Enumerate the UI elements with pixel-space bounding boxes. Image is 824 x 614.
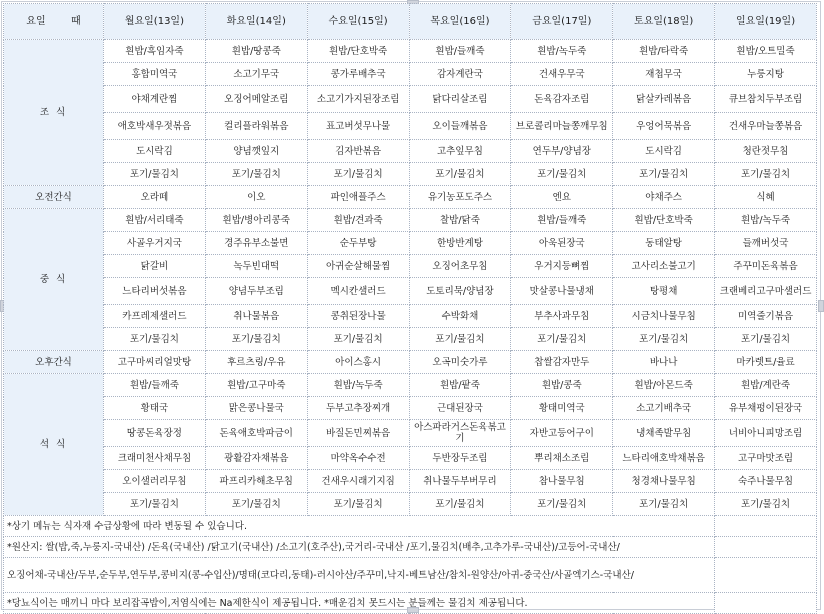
note-text: 오징어채-국내산/두부,순두부,연두부,콩비지(콩-수입산)/명태(코다리,동태)-러시아산/주꾸미,낙지-베트남산/참치-원양산/아귀-중국산/사골엑기스-국내산/ xyxy=(4,558,715,593)
note-spacer xyxy=(715,593,817,614)
menu-cell: 돈육감자조림 xyxy=(511,86,613,113)
menu-row xyxy=(4,328,817,351)
menu-cell: 엔요 xyxy=(511,186,613,209)
menu-cell: 흰밥/단호박죽 xyxy=(307,40,409,63)
menu-cell: 흰밥/오트밀죽 xyxy=(715,40,817,63)
menu-cell: 광활감자채볶음 xyxy=(205,447,307,470)
menu-cell: 사골우거지국 xyxy=(104,232,206,255)
menu-cell: 바질돈민찌볶음 xyxy=(307,420,409,447)
day-header: 금요일(17일) xyxy=(511,4,613,40)
menu-cell: 파프리카해초무침 xyxy=(205,470,307,493)
menu-cell: 찰밥/닭죽 xyxy=(409,209,511,232)
menu-cell: 취나물볶음 xyxy=(205,305,307,328)
menu-cell: 마약옥수수전 xyxy=(307,447,409,470)
menu-cell: 맑은콩나물국 xyxy=(205,397,307,420)
note-spacer xyxy=(715,558,817,593)
menu-cell: 김자반볶음 xyxy=(307,140,409,163)
menu-cell: 컬리플라워볶음 xyxy=(205,113,307,140)
weekly-menu-table xyxy=(3,3,817,614)
menu-row xyxy=(4,255,817,278)
menu-cell: 느타리버섯볶음 xyxy=(104,278,206,305)
day-header: 일요일(19일) xyxy=(715,4,817,40)
menu-cell: 흰밥/견과죽 xyxy=(307,209,409,232)
menu-row xyxy=(4,470,817,493)
menu-row xyxy=(4,305,817,328)
menu-cell: 야채계란찜 xyxy=(104,86,206,113)
menu-cell: 청란젓무침 xyxy=(715,140,817,163)
menu-row xyxy=(4,186,817,209)
menu-cell: 한방반계탕 xyxy=(409,232,511,255)
menu-cell: 흰밥/계란죽 xyxy=(715,374,817,397)
menu-cell: 황태국 xyxy=(104,397,206,420)
menu-cell: 포기/물김치 xyxy=(409,493,511,516)
day-header: 토요일(18일) xyxy=(613,4,715,40)
menu-cell: 표고버섯무나물 xyxy=(307,113,409,140)
menu-cell: 이오 xyxy=(205,186,307,209)
menu-cell: 순두부탕 xyxy=(307,232,409,255)
menu-cell: 동태알탕 xyxy=(613,232,715,255)
day-header: 수요일(15일) xyxy=(307,4,409,40)
menu-cell: 양념두부조림 xyxy=(205,278,307,305)
menu-cell: 큐브참치두부조림 xyxy=(715,86,817,113)
menu-cell: 녹두빈대떡 xyxy=(205,255,307,278)
menu-cell: 닭살카레볶음 xyxy=(613,86,715,113)
menu-row xyxy=(4,232,817,255)
menu-cell: 오징어메알조림 xyxy=(205,86,307,113)
menu-cell: 흰밥/고구마죽 xyxy=(205,374,307,397)
menu-cell: 들깨버섯국 xyxy=(715,232,817,255)
menu-cell: 오라떼 xyxy=(104,186,206,209)
menu-cell: 수박화채 xyxy=(409,305,511,328)
menu-cell: 야채주스 xyxy=(613,186,715,209)
note-row xyxy=(4,558,817,593)
menu-cell: 크래미천사채무침 xyxy=(104,447,206,470)
menu-cell: 카프레제샐러드 xyxy=(104,305,206,328)
menu-cell: 오징어초무침 xyxy=(409,255,511,278)
menu-cell: 애호박새우젓볶음 xyxy=(104,113,206,140)
menu-cell: 느타리애호박채볶음 xyxy=(613,447,715,470)
menu-cell: 흰밥/들깨죽 xyxy=(511,209,613,232)
menu-cell: 흰밥/들깨죽 xyxy=(104,374,206,397)
day-header: 화요일(14일) xyxy=(205,4,307,40)
menu-cell: 고구마맛조림 xyxy=(715,447,817,470)
menu-cell: 포기/물김치 xyxy=(715,328,817,351)
menu-cell: 흰밥/땅콩죽 xyxy=(205,40,307,63)
menu-cell: 건새우무국 xyxy=(511,63,613,86)
menu-cell: 포기/물김치 xyxy=(715,493,817,516)
menu-cell: 뿌리채소조림 xyxy=(511,447,613,470)
menu-row xyxy=(4,278,817,305)
menu-cell: 아귀순살해물찜 xyxy=(307,255,409,278)
menu-cell: 포기/물김치 xyxy=(409,328,511,351)
menu-row xyxy=(4,397,817,420)
note-row xyxy=(4,537,817,558)
menu-row xyxy=(4,351,817,374)
menu-cell: 포기/물김치 xyxy=(307,163,409,186)
menu-cell: 오곡미숫가루 xyxy=(409,351,511,374)
menu-cell: 콩취된장나물 xyxy=(307,305,409,328)
menu-cell: 두반장두조림 xyxy=(409,447,511,470)
menu-cell: 도토리묵/양념장 xyxy=(409,278,511,305)
menu-cell: 찹쌀감자만두 xyxy=(511,351,613,374)
menu-cell: 참나물무침 xyxy=(511,470,613,493)
menu-cell: 아스파라거스돈육볶고기 xyxy=(409,420,511,447)
menu-cell: 파인애플주스 xyxy=(307,186,409,209)
menu-cell: 식혜 xyxy=(715,186,817,209)
menu-cell: 고사리소불고기 xyxy=(613,255,715,278)
menu-cell: 포기/물김치 xyxy=(511,163,613,186)
menu-row xyxy=(4,63,817,86)
menu-cell: 흰밥/타락죽 xyxy=(613,40,715,63)
note-text: *원산지: 쌀(밥,죽,누룽지-국내산) /돈육(국내산) /닭고기(국내산) /소고기(호주산),국거리-국내산 /포기,물김치(배추,고추가루-국내산)/고등어-국내산/ xyxy=(4,537,715,558)
menu-cell: 감자계란국 xyxy=(409,63,511,86)
menu-cell: 탕평채 xyxy=(613,278,715,305)
menu-cell: 크랜베리고구마샐러드 xyxy=(715,278,817,305)
menu-cell: 포기/물김치 xyxy=(511,328,613,351)
menu-cell: 유기농포도주스 xyxy=(409,186,511,209)
menu-cell: 홍합미역국 xyxy=(104,63,206,86)
menu-cell: 주꾸미돈육볶음 xyxy=(715,255,817,278)
menu-cell: 자반고등어구이 xyxy=(511,420,613,447)
menu-cell: 닭다리살조림 xyxy=(409,86,511,113)
menu-cell: 아욱된장국 xyxy=(511,232,613,255)
menu-cell: 흰밥/아몬드죽 xyxy=(613,374,715,397)
meal-label: 중 식 xyxy=(4,209,104,351)
menu-cell: 포기/물김치 xyxy=(104,493,206,516)
menu-cell: 브로콜리마늘쫑깨무침 xyxy=(511,113,613,140)
menu-cell: 땅콩돈육장정 xyxy=(104,420,206,447)
menu-cell: 포기/물김치 xyxy=(307,493,409,516)
menu-cell: 포기/물김치 xyxy=(205,493,307,516)
menu-cell: 포기/물김치 xyxy=(715,163,817,186)
menu-cell: 포기/물김치 xyxy=(205,163,307,186)
meal-label: 오전간식 xyxy=(4,186,104,209)
menu-cell: 오이들깨볶음 xyxy=(409,113,511,140)
menu-cell: 포기/물김치 xyxy=(511,493,613,516)
menu-cell: 연두부/양념장 xyxy=(511,140,613,163)
note-text: *당뇨식이는 매끼니 마다 보리잡곡밥이,저염식에는 Na제한식이 제공됩니다. *매운김치 못드시는 분들께는 물김치 제공됩니다. xyxy=(4,593,715,614)
menu-cell: 경주유부소불면 xyxy=(205,232,307,255)
menu-cell: 맛살콩나물냉채 xyxy=(511,278,613,305)
menu-cell: 부추사과무침 xyxy=(511,305,613,328)
menu-cell: 청경채나물무침 xyxy=(613,470,715,493)
meal-label: 석 식 xyxy=(4,374,104,516)
menu-cell: 마카렛트/율료 xyxy=(715,351,817,374)
note-text: *상기 메뉴는 식자재 수급상황에 따라 변동될 수 있습니다. xyxy=(4,516,715,537)
menu-cell: 고구마씨리얼맛탕 xyxy=(104,351,206,374)
meal-label: 조 식 xyxy=(4,40,104,186)
menu-cell: 취나물두부버무리 xyxy=(409,470,511,493)
menu-cell: 소고기배추국 xyxy=(613,397,715,420)
meal-label: 오후간식 xyxy=(4,351,104,374)
menu-cell: 흰밥/녹두죽 xyxy=(307,374,409,397)
menu-cell: 미역줄기볶음 xyxy=(715,305,817,328)
menu-cell: 포기/물김치 xyxy=(205,328,307,351)
header-corner: 요일 때 xyxy=(4,4,104,40)
menu-cell: 우엉어묵볶음 xyxy=(613,113,715,140)
menu-cell: 재첩무국 xyxy=(613,63,715,86)
menu-cell: 건새우마늘쫑볶음 xyxy=(715,113,817,140)
menu-row xyxy=(4,86,817,113)
menu-cell: 바나나 xyxy=(613,351,715,374)
menu-cell: 아이스홍시 xyxy=(307,351,409,374)
menu-cell: 소고기무국 xyxy=(205,63,307,86)
menu-cell: 시금치나물무침 xyxy=(613,305,715,328)
menu-cell: 두부고추장찌개 xyxy=(307,397,409,420)
note-row xyxy=(4,593,817,614)
menu-cell: 흰밥/녹두죽 xyxy=(511,40,613,63)
menu-cell: 흰밥/팥죽 xyxy=(409,374,511,397)
menu-cell: 흰밥/병아리콩죽 xyxy=(205,209,307,232)
menu-row xyxy=(4,493,817,516)
menu-cell: 닭갈비 xyxy=(104,255,206,278)
header-row xyxy=(4,4,817,40)
menu-cell: 우거지등뼈찜 xyxy=(511,255,613,278)
note-spacer xyxy=(715,537,817,558)
menu-row xyxy=(4,113,817,140)
menu-cell: 콩가루배추국 xyxy=(307,63,409,86)
menu-cell: 흰밥/콩죽 xyxy=(511,374,613,397)
menu-cell: 흰밥/서리태죽 xyxy=(104,209,206,232)
menu-cell: 근대된장국 xyxy=(409,397,511,420)
menu-cell: 누룽지탕 xyxy=(715,63,817,86)
menu-cell: 유부채펑이된장국 xyxy=(715,397,817,420)
menu-cell: 돈육애호박파금이 xyxy=(205,420,307,447)
menu-row xyxy=(4,140,817,163)
menu-cell: 포기/물김치 xyxy=(104,163,206,186)
menu-cell: 후르츠링/우유 xyxy=(205,351,307,374)
menu-cell: 흰밥/들깨죽 xyxy=(409,40,511,63)
menu-cell: 멕시칸샐러드 xyxy=(307,278,409,305)
menu-cell: 흰밥/흑임자죽 xyxy=(104,40,206,63)
menu-cell: 도시락김 xyxy=(613,140,715,163)
menu-cell: 포기/물김치 xyxy=(307,328,409,351)
menu-cell: 포기/물김치 xyxy=(613,493,715,516)
menu-cell: 냉채족발무침 xyxy=(613,420,715,447)
menu-row xyxy=(4,374,817,397)
note-row xyxy=(4,516,817,537)
menu-cell: 도시락김 xyxy=(104,140,206,163)
menu-row xyxy=(4,209,817,232)
day-header: 월요일(13일) xyxy=(104,4,206,40)
menu-cell: 흰밥/녹두죽 xyxy=(715,209,817,232)
menu-row xyxy=(4,447,817,470)
menu-cell: 소고기가지된장조림 xyxy=(307,86,409,113)
menu-cell: 양념깻잎지 xyxy=(205,140,307,163)
menu-cell: 숙주나물무침 xyxy=(715,470,817,493)
menu-cell: 포기/물김치 xyxy=(613,328,715,351)
menu-cell: 너비아니피망조림 xyxy=(715,420,817,447)
resize-handle-right[interactable] xyxy=(818,300,824,312)
menu-cell: 포기/물김치 xyxy=(409,163,511,186)
day-header: 목요일(16일) xyxy=(409,4,511,40)
menu-cell: 포기/물김치 xyxy=(613,163,715,186)
menu-cell: 흰밥/단호박죽 xyxy=(613,209,715,232)
menu-row xyxy=(4,420,817,447)
menu-cell: 포기/물김치 xyxy=(104,328,206,351)
menu-cell: 황태미역국 xyxy=(511,397,613,420)
menu-row xyxy=(4,40,817,63)
menu-row xyxy=(4,163,817,186)
menu-cell: 건새우시래기지짐 xyxy=(307,470,409,493)
menu-cell: 오이샐러리무침 xyxy=(104,470,206,493)
note-spacer xyxy=(715,516,817,537)
menu-cell: 고추잎무침 xyxy=(409,140,511,163)
